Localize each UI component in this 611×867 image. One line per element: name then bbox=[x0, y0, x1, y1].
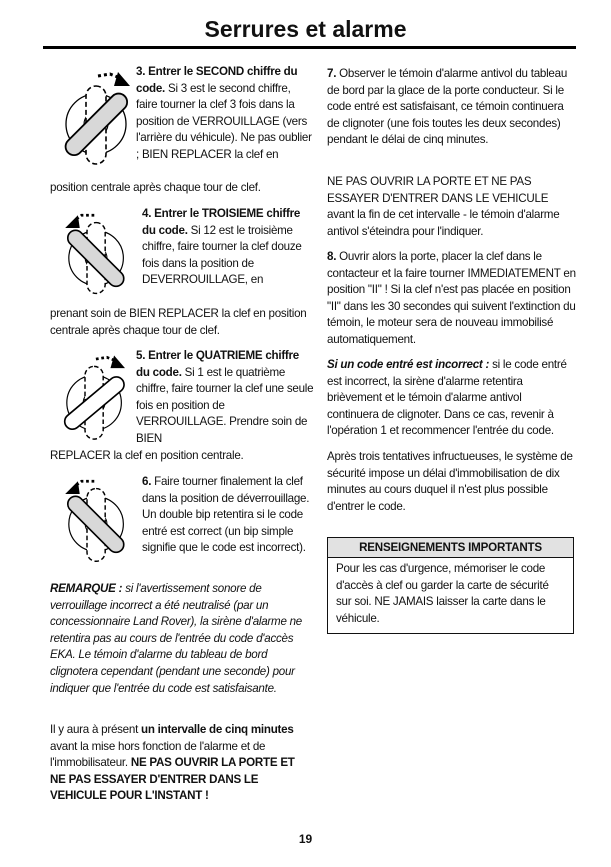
attempts-text: Après trois tentatives infructueuses, le système de sécurité impose un délai d'immobilisation de dix minutes au cours duquel il n'est plus possible d'entrer le code. bbox=[327, 450, 573, 513]
step-4-body: Si 12 est le troisième chiffre, faire tourner la clef douze fois dans la position de DEVERROUILLAGE, en bbox=[142, 223, 302, 287]
step-3-body-cont: position centrale après chaque tour de clef. bbox=[50, 181, 261, 194]
step-5-body-cont: REPLACER la clef en position centrale. bbox=[50, 449, 244, 462]
interval-intro: Il y aura à présent bbox=[50, 723, 142, 736]
door-warning bbox=[327, 174, 576, 240]
key-turn-clockwise-icon bbox=[58, 64, 136, 174]
remark-paragraph bbox=[50, 581, 312, 697]
step-6-body: Faire tourner finalement la clef dans la position de déverrouillage. Un double bip retentira si le code entré est correct (un bip simple signifie que le code est incorrect). bbox=[142, 475, 310, 555]
interval-warning: NE PAS OUVRIR LA PORTE ET NE PAS ESSAYER D'ENTRER DANS LE VEHICULE POUR L'INSTANT ! bbox=[50, 756, 295, 803]
step-4-body-cont: prenant soin de BIEN REPLACER la clef en position centrale après chaque tour de clef. bbox=[50, 307, 307, 337]
incorrect-code-text: si le code entré est incorrect, la sirène d'alarme retentira brièvement et le témoin d'alarme antivol continuera de clignoter. Dans ce cas, revenir à l'opération 1 et recommencer l'entrée du code. bbox=[327, 358, 567, 438]
title-rule bbox=[43, 46, 576, 49]
page-number: 19 bbox=[298, 832, 313, 846]
step-3 bbox=[50, 64, 312, 199]
step-8 bbox=[327, 249, 576, 349]
step-7 bbox=[327, 66, 576, 149]
page-title: Serrures et alarme bbox=[204, 16, 407, 42]
step-8-number: 8. bbox=[327, 250, 337, 263]
step-8-text: Ouvrir alors la porte, placer la clef dans le contacteur et la faire tourner IMMEDIATEMENT en position "II" ! Si la clef n'est pas placée en position "II" dans les 30 secondes qui suivent l'extinction du témoin, le moteur sera de nouveau immobilisé automatiquement. bbox=[327, 250, 576, 346]
interval-middle: avant la mise hors fonction de l'alarme et de l'immobilisateur. bbox=[50, 739, 266, 770]
step-3-body: Si 3 est le second chiffre, faire tourner la clef 3 fois dans la position de VERROUILLAGE (vers l'arrière du véhicule). Ne pas oublier ; BIEN REPLACER la clef en bbox=[136, 81, 312, 161]
step-6-number: 6. bbox=[142, 475, 152, 488]
important-info-heading: RENSEIGNEMENTS IMPORTANTS bbox=[328, 538, 573, 558]
remark-text: si l'avertissement sonore de verrouillage incorrect a été neutralisé (par un concessionnaire Land Rover), la sirène d'alarme ne retentira pas au cours de l'entrée du code d'accès EKA. Le témoin d'alarme du tableau de bord clignotera cependant (pendant une seconde) pour indiquer que l'entrée du code est satisfaisante. bbox=[50, 582, 303, 695]
incorrect-code-paragraph bbox=[327, 357, 576, 440]
step-4-heading: 4. Entrer le TROISIEME chiffre du code. bbox=[142, 207, 301, 237]
key-turn-clockwise-icon bbox=[56, 350, 134, 450]
step-3-heading: 3. Entrer le SECOND chiffre du code. bbox=[136, 65, 298, 95]
important-info-text: Pour les cas d'urgence, mémoriser le code d'accès à clef ou garder la carte de sécurité sur soi. NE JAMAIS laisser la carte dans le véhicule. bbox=[336, 562, 549, 625]
step-5-body: Si 1 est le quatrième chiffre, faire tourner la clef une seule fois en position de VERROUILLAGE. Prendre soin de BIEN bbox=[136, 365, 314, 445]
step-5-heading: 5. Entrer le QUATRIEME chiffre du code. bbox=[136, 349, 300, 379]
important-info-box bbox=[327, 537, 574, 634]
attempts-paragraph bbox=[327, 449, 576, 515]
remark-label: REMARQUE : bbox=[50, 582, 123, 595]
step-7-number: 7. bbox=[327, 67, 337, 80]
door-warning-caps: NE PAS OUVRIR LA PORTE ET NE PAS ESSAYER D'ENTRER DANS LE VEHICULE bbox=[327, 175, 549, 205]
step-5 bbox=[50, 348, 312, 468]
step-7-text: Observer le témoin d'alarme antivol du tableau de bord par la glace de la porte conducteur. Si le code entré est satisfaisant, ce témoin continuera de clignoter (une fois toutes les deux secondes) pendant le délai de cinq minutes. bbox=[327, 67, 568, 147]
incorrect-code-label: Si un code entré est incorrect : bbox=[327, 358, 490, 371]
door-warning-text: avant la fin de cet intervalle - le témoin d'alarme antivol s'éteindra pour l'indiquer. bbox=[327, 208, 560, 238]
key-turn-counterclockwise-icon bbox=[58, 208, 136, 308]
step-6 bbox=[50, 474, 312, 574]
interval-duration: un intervalle de cinq minutes bbox=[141, 723, 294, 736]
interval-paragraph bbox=[50, 722, 312, 805]
key-turn-counterclockwise-icon bbox=[58, 474, 136, 574]
step-4 bbox=[50, 206, 312, 341]
